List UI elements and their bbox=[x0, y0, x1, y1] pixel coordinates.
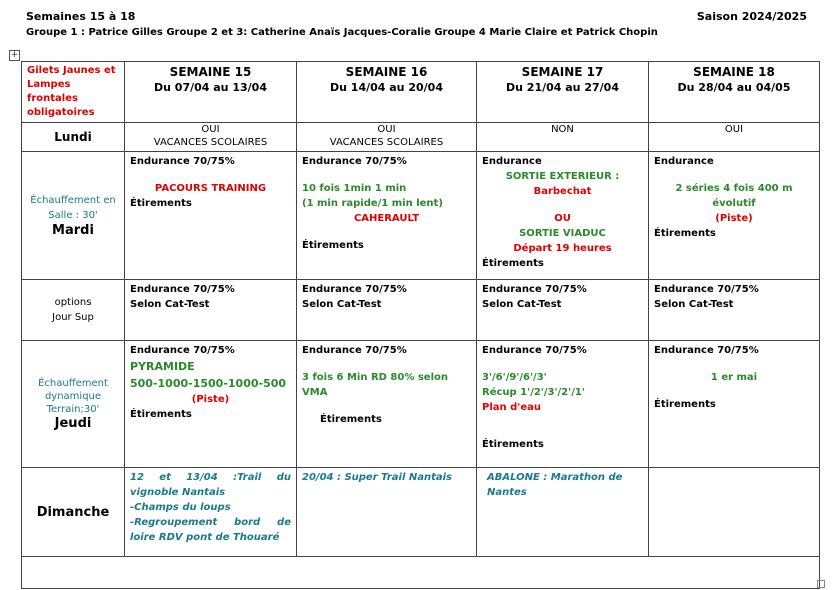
cell-text: PACOURS TRAINING bbox=[154, 183, 267, 194]
cell-text: Endurance 70/75% bbox=[482, 284, 587, 295]
cell-text: 2 séries 4 fois 400 m bbox=[675, 183, 793, 194]
week-dates: Du 28/04 au 04/05 bbox=[677, 81, 791, 94]
options-cell bbox=[477, 280, 649, 341]
cell-text: (Piste) bbox=[715, 213, 753, 224]
dimanche-cell-w15 bbox=[125, 468, 297, 557]
cell-text: PYRAMIDE bbox=[130, 360, 195, 373]
cell-text: Endurance bbox=[482, 156, 542, 167]
lundi-status: OUI bbox=[377, 124, 396, 135]
week-dates: Du 07/04 au 13/04 bbox=[154, 81, 267, 94]
corner-note: Gilets Jaunes et Lampes frontales obligatoires bbox=[22, 62, 125, 123]
jeudi-row bbox=[22, 341, 820, 468]
dimanche-cell-w18 bbox=[649, 468, 820, 557]
lundi-cell bbox=[649, 123, 820, 152]
dimanche-cell-w17: ABALONE : Marathon de Nantes bbox=[477, 468, 649, 557]
mardi-row bbox=[22, 152, 820, 280]
jeudi-cell-w16 bbox=[297, 341, 477, 468]
table-header-row bbox=[22, 62, 820, 123]
week-name: SEMAINE 18 bbox=[693, 65, 775, 79]
week-header bbox=[649, 62, 820, 123]
cell-text: CAHERAULT bbox=[353, 213, 420, 224]
dimanche-cell-w16: 20/04 : Super Trail Nantais bbox=[297, 468, 477, 557]
cell-text: Selon Cat-Test bbox=[302, 299, 382, 310]
jeudi-label: Jeudi bbox=[54, 416, 92, 431]
lundi-cell bbox=[477, 123, 649, 152]
cell-text: Endurance 70/75% bbox=[654, 345, 759, 356]
cell-text: Étirements bbox=[302, 240, 364, 251]
options-label: options bbox=[54, 297, 92, 308]
cell-text: OU bbox=[554, 213, 571, 224]
mardi-cell-w16 bbox=[297, 152, 477, 280]
cell-text: -Regroupement bord de loire RDV pont de Thouaré bbox=[130, 517, 291, 543]
cell-text: Endurance 70/75% bbox=[130, 284, 235, 295]
cell-text: 500-1000-1500-1000-500 bbox=[130, 377, 287, 390]
week-header bbox=[477, 62, 649, 123]
cell-text: 12 et 13/04 :Trail du vignoble Nantais bbox=[130, 472, 291, 498]
cell-text: Étirements bbox=[482, 439, 544, 450]
cell-text: Selon Cat-Test bbox=[130, 299, 210, 310]
cell-text: Endurance 70/75% bbox=[302, 156, 407, 167]
cell-text: SORTIE EXTERIEUR : bbox=[505, 171, 620, 182]
jeudi-warmup-note: Échauffement dynamique Terrain;30' bbox=[38, 378, 108, 415]
cell-text: Selon Cat-Test bbox=[654, 299, 734, 310]
week-dates: Du 21/04 au 27/04 bbox=[506, 81, 619, 94]
table-resize-handle-icon[interactable] bbox=[817, 580, 825, 588]
week-name: SEMAINE 16 bbox=[345, 65, 428, 79]
lundi-row bbox=[22, 123, 820, 152]
cell-text: Récup 1'/2'/3'/2'/1' bbox=[482, 387, 585, 398]
mardi-warmup-note: Échauffement en Salle : 30' bbox=[30, 195, 116, 221]
groups-line: Groupe 1 : Patrice Gilles Groupe 2 et 3: Catherine Anaïs Jacques-Coralie Groupe 4 Marie Claire et Patrick Chopin bbox=[26, 27, 658, 38]
spacer bbox=[302, 400, 471, 412]
cell-text: Départ 19 heures bbox=[513, 243, 612, 254]
jeudi-cell-w17 bbox=[477, 341, 649, 468]
table-move-handle-icon[interactable]: + bbox=[10, 50, 19, 60]
cell-text: 10 fois 1min 1 min bbox=[302, 183, 407, 194]
mardi-cell-w17 bbox=[477, 152, 649, 280]
options-row bbox=[22, 280, 820, 341]
spacer bbox=[302, 358, 471, 370]
lundi-status: OUI bbox=[724, 124, 744, 135]
spacer bbox=[654, 385, 814, 397]
cell-text: Étirements bbox=[130, 198, 192, 209]
day-label-options bbox=[22, 280, 125, 341]
cell-text: Endurance 70/75% bbox=[130, 156, 235, 167]
spacer bbox=[482, 199, 643, 211]
lundi-status: OUI bbox=[201, 124, 220, 135]
lundi-cell bbox=[297, 123, 477, 152]
cell-text: Endurance 70/75% bbox=[482, 345, 587, 356]
cell-text: Selon Cat-Test bbox=[482, 299, 562, 310]
week-header bbox=[125, 62, 297, 123]
jeudi-cell-w15 bbox=[125, 341, 297, 468]
empty-row bbox=[22, 557, 820, 589]
cell-text: 1 er mai bbox=[710, 372, 758, 383]
page-title: Semaines 15 à 18 bbox=[26, 10, 136, 23]
cell-text: (Piste) bbox=[191, 394, 230, 405]
cell-text: Endurance 70/75% bbox=[302, 284, 407, 295]
cell-text: Étirements bbox=[654, 399, 716, 410]
mardi-cell-w15 bbox=[125, 152, 297, 280]
lundi-cell bbox=[125, 123, 297, 152]
cell-text: Étirements bbox=[130, 409, 192, 420]
cell-text: 3 fois 6 Min RD 80% selon VMA bbox=[302, 372, 448, 398]
empty-cell bbox=[22, 557, 820, 589]
cell-text: évolutif bbox=[712, 198, 756, 209]
cell-text: Étirements bbox=[320, 414, 382, 425]
mardi-cell-w18 bbox=[649, 152, 820, 280]
cell-text: SORTIE VIADUC bbox=[519, 228, 606, 239]
cell-text: Endurance 70/75% bbox=[654, 284, 759, 295]
lundi-status: NON bbox=[551, 124, 574, 135]
season-label: Saison 2024/2025 bbox=[696, 10, 807, 23]
cell-text: (1 min rapide/1 min lent) bbox=[302, 198, 443, 209]
week-dates: Du 14/04 au 20/04 bbox=[330, 81, 443, 94]
spacer bbox=[302, 226, 471, 238]
options-label-2: Jour Sup bbox=[52, 312, 94, 323]
cell-text: Étirements bbox=[654, 228, 716, 239]
cell-text: Endurance bbox=[654, 156, 714, 167]
options-cell bbox=[297, 280, 477, 341]
day-label-dimanche: Dimanche bbox=[22, 468, 125, 557]
dimanche-row bbox=[22, 468, 820, 557]
week-name: SEMAINE 15 bbox=[169, 65, 252, 79]
week-header bbox=[297, 62, 477, 123]
lundi-note: VACANCES SCOLAIRES bbox=[329, 137, 444, 148]
cell-text: Plan d'eau bbox=[482, 402, 541, 413]
cell-text: Endurance 70/75% bbox=[302, 345, 407, 356]
options-cell bbox=[649, 280, 820, 341]
cell-text: -Champs du loups bbox=[130, 502, 231, 513]
cell-text: Étirements bbox=[482, 258, 544, 269]
spacer bbox=[482, 415, 643, 437]
training-table bbox=[21, 61, 820, 589]
cell-text: Endurance 70/75% bbox=[130, 345, 235, 356]
spacer bbox=[482, 358, 643, 370]
day-label-mardi bbox=[22, 152, 125, 280]
week-name: SEMAINE 17 bbox=[521, 65, 604, 79]
spacer bbox=[654, 358, 814, 370]
cell-text: 3'/6'/9'/6'/3' bbox=[482, 372, 547, 383]
mardi-label: Mardi bbox=[52, 223, 94, 238]
day-label-lundi: Lundi bbox=[22, 123, 125, 152]
cell-text: Barbechat bbox=[533, 186, 592, 197]
day-label-jeudi bbox=[22, 341, 125, 468]
lundi-note: VACANCES SCOLAIRES bbox=[153, 137, 268, 148]
jeudi-cell-w18 bbox=[649, 341, 820, 468]
options-cell bbox=[125, 280, 297, 341]
